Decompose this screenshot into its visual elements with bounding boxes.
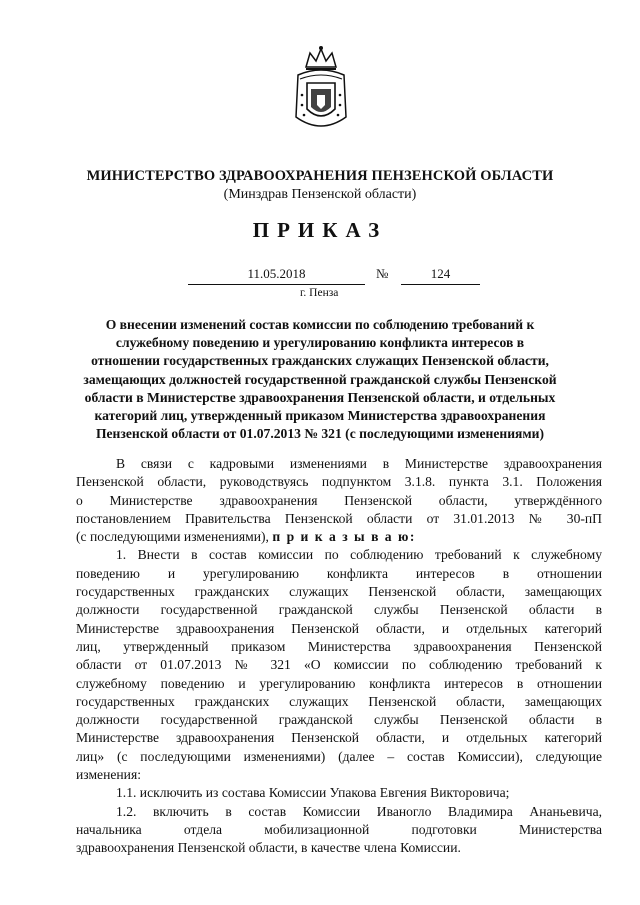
order-number: 124	[401, 266, 480, 285]
body-line: начальника отдела мобилизационной подготовки Министерства	[76, 821, 602, 837]
body-line: постановлением Правительства Пензенской области от 31.01.2013 № 30-пП	[76, 510, 602, 526]
order-date: 11.05.2018	[188, 266, 365, 285]
heading-line: категорий лиц, утвержденный приказом Министерства здравоохранения	[94, 408, 546, 424]
heading-line: замещающих должностей государственной гражданской службы Пензенской	[83, 371, 557, 387]
body-line: должности государственной гражданской службы Пензенской области в	[76, 712, 602, 728]
heading-line: О внесении изменений состав комиссии по соблюдению требований к	[105, 317, 535, 332]
body-line: 1. Внести в состав комиссии по соблюдению требований к служебному	[116, 547, 602, 563]
body-line: области от 01.07.2013 № 321 «О комиссии по соблюдению требований к	[76, 657, 602, 673]
document-type: ПРИКАЗ	[252, 218, 388, 242]
body-line: государственных гражданских служащих Пензенской области, замещающих	[76, 584, 602, 600]
body-line: 1.2. включить в состав Комиссии Иваногло Владимира Ананьевича,	[116, 803, 602, 819]
body-line: лиц, утвержденный приказом Министерства здравоохранения Пензенской	[76, 638, 602, 654]
heading-line: области в Министерстве здравоохранения Пензенской области, и отдельных	[84, 389, 556, 405]
heading-line: служебному поведению и урегулированию конфликта интересов в	[115, 335, 525, 351]
organization-short-name: (Минздрав Пензенской области)	[223, 187, 417, 202]
body-line: (с последующими изменениями),	[76, 529, 269, 545]
body-line: 1.1. исключить из состава Комиссии Упакова Евгения Викторовича;	[116, 785, 510, 801]
body-line: о Министерстве здравоохранения Пензенской области, утверждённого	[76, 492, 602, 508]
coat-of-arms-emblem	[292, 45, 350, 135]
number-sign: №	[376, 266, 389, 281]
body-line: служебному поведению и урегулированию конфликта интересов в отношении	[76, 675, 602, 691]
body-line: В связи с кадровыми изменениями в Министерстве здравоохранения	[116, 456, 602, 471]
heading-line: Пензенской области от 01.07.2013 № 321 (с последующими изменениями)	[95, 426, 545, 442]
body-line: поведению и урегулированию конфликта интересов в отношении	[76, 565, 602, 581]
heading-line: отношении государственных гражданских служащих Пензенской области,	[91, 353, 549, 369]
order-city: г. Пенза	[300, 287, 339, 299]
body-line: Министерстве здравоохранения Пензенской области, и отдельных категорий	[76, 620, 602, 636]
body-line: лиц» (с последующими изменениями) (далее – состав Комиссии), следующие	[76, 748, 602, 764]
body-line: должности государственной гражданской службы Пензенской области в	[76, 602, 602, 618]
order-body	[76, 455, 602, 858]
body-line: Министерстве здравоохранения Пензенской области, и отдельных категорий	[76, 730, 602, 746]
organization-name: МИНИСТЕРСТВО ЗДРАВООХРАНЕНИЯ ПЕНЗЕНСКОЙ ОБЛАСТИ	[86, 168, 554, 184]
body-line: изменения:	[76, 767, 141, 783]
order-word: п р и к а з ы в а ю:	[272, 529, 416, 545]
body-line: здравоохранения Пензенской области, в качестве члена Комиссии.	[76, 840, 461, 856]
body-line: государственных гражданских служащих Пензенской области, замещающих	[76, 693, 602, 709]
order-heading	[70, 316, 570, 443]
body-line: Пензенской области, руководствуясь подпунктом 3.1.8. пункта 3.1. Положения	[76, 474, 602, 490]
body-line-order	[76, 528, 602, 546]
